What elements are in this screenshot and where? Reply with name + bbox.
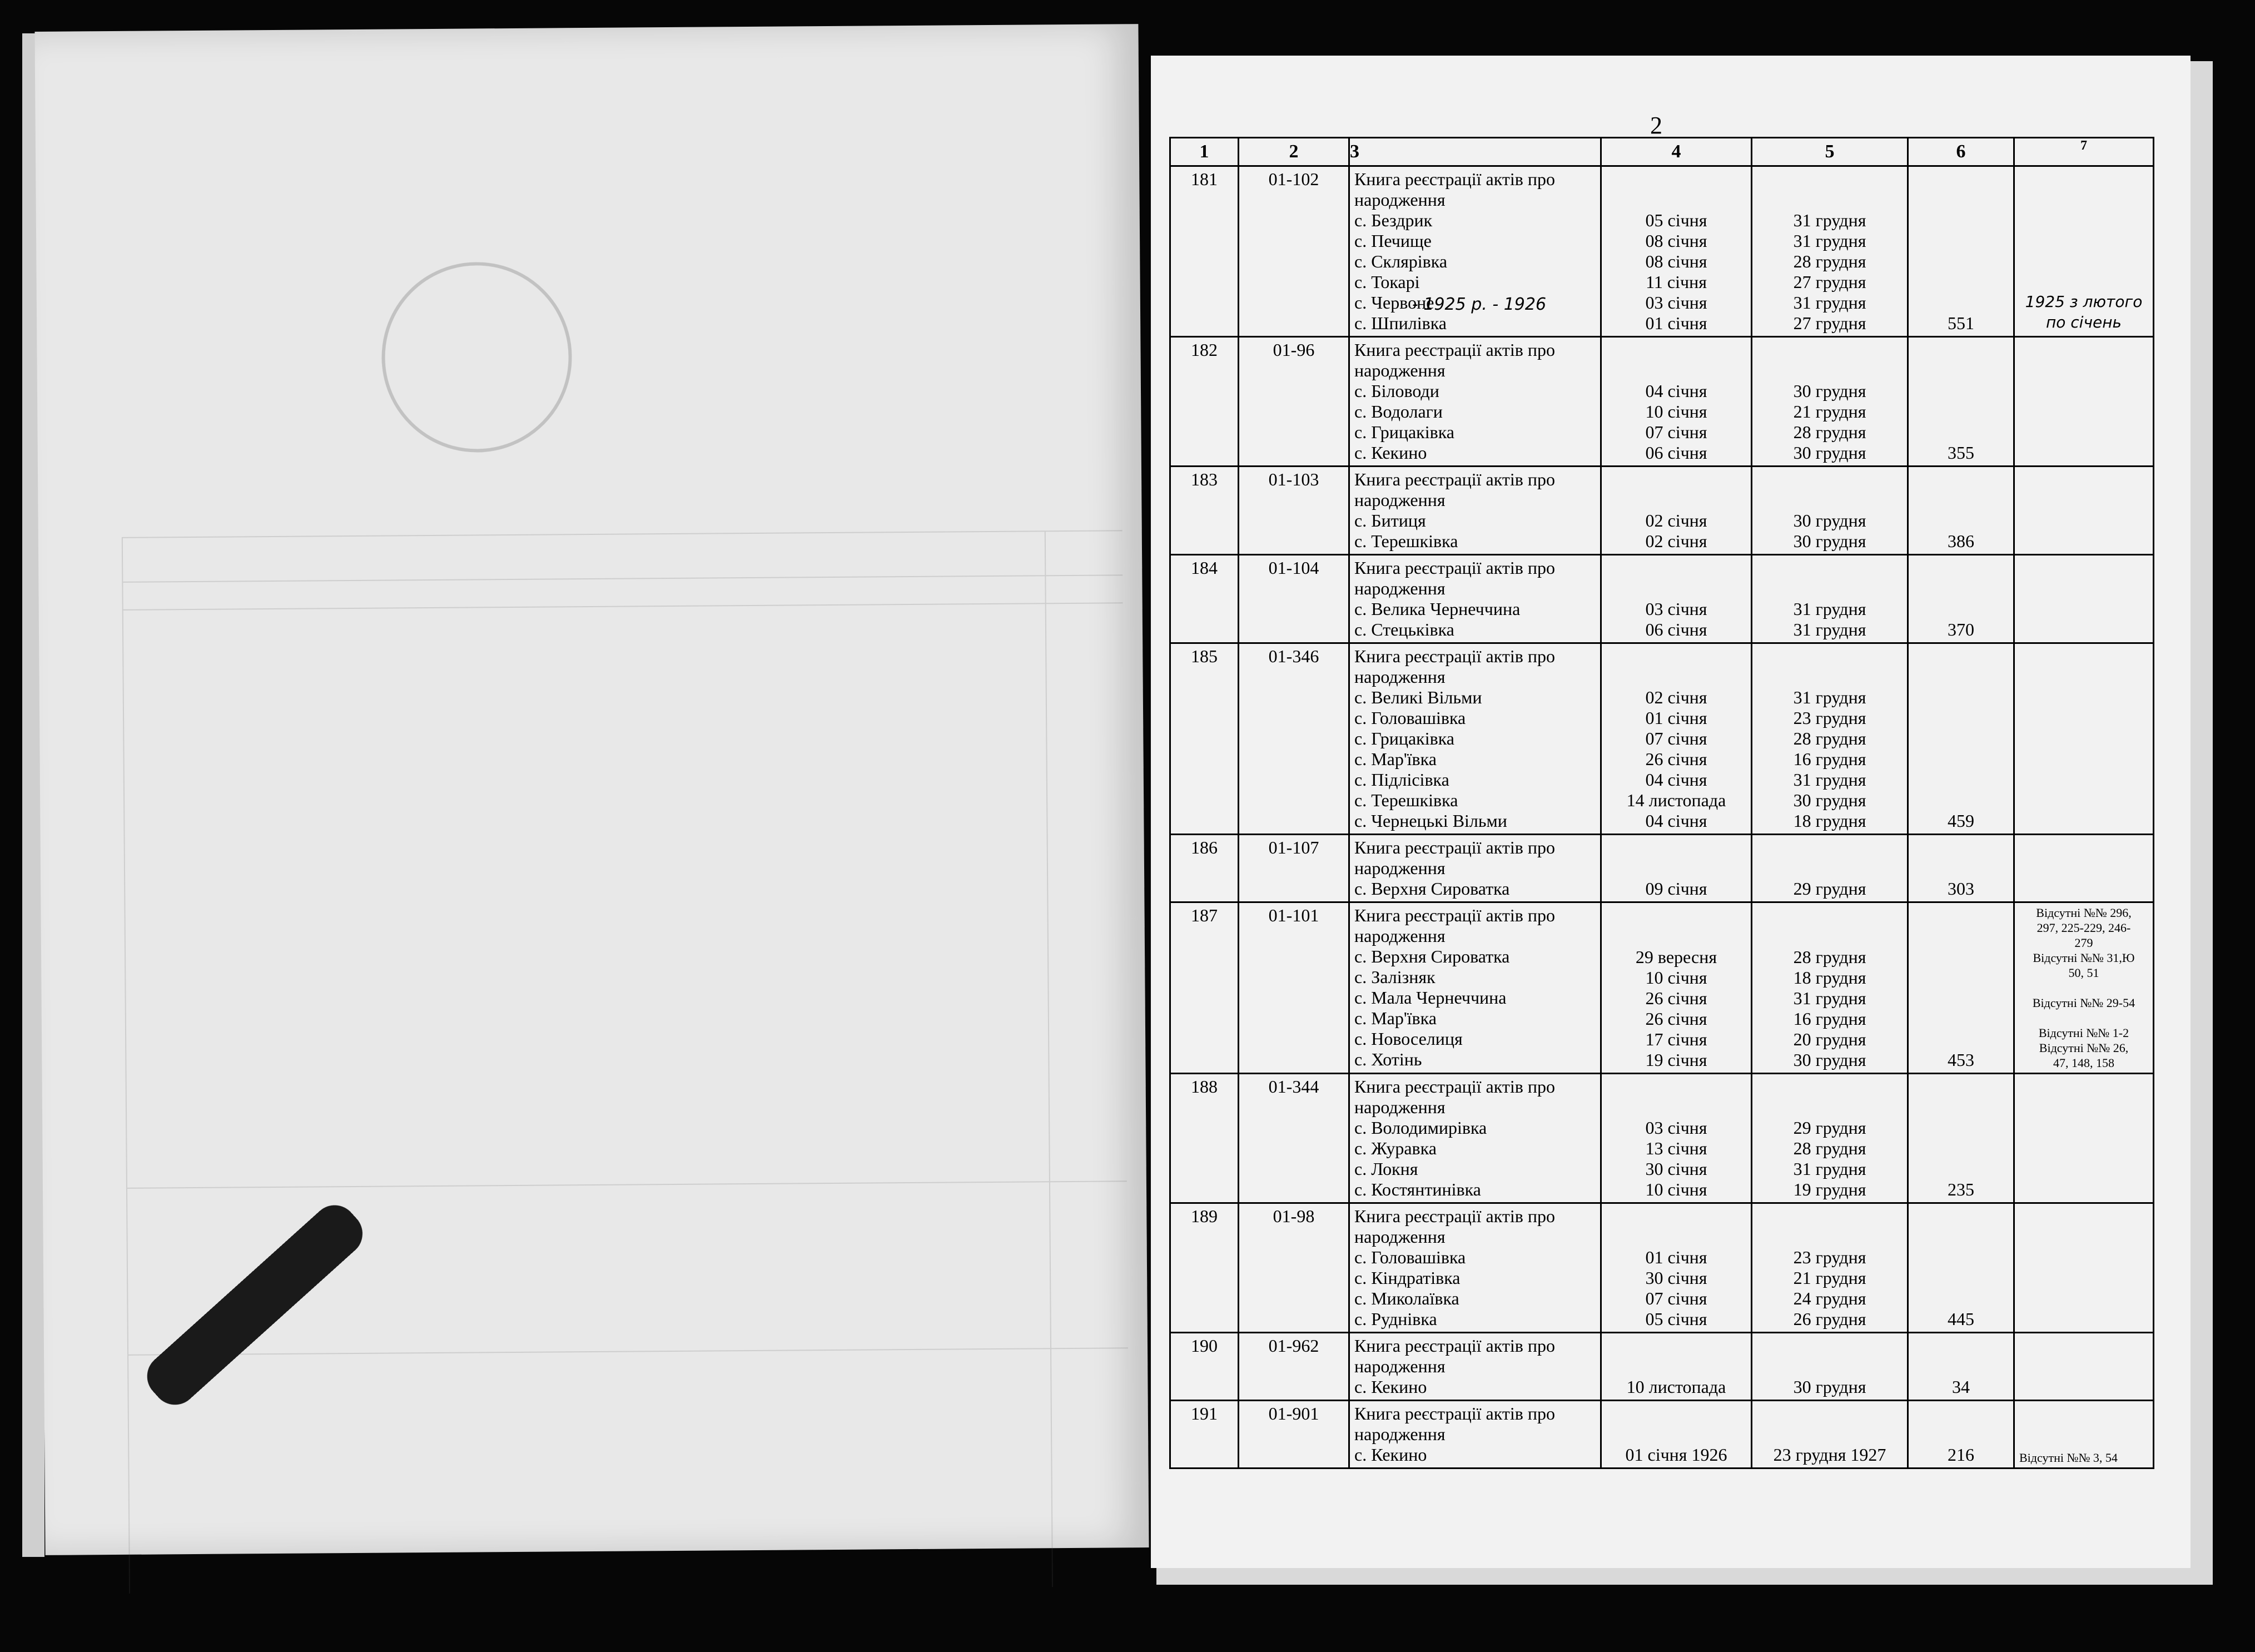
- end-date-cell: [1752, 902, 1908, 1074]
- start-date: 26 січня: [1645, 988, 1707, 1008]
- record-count-cell: 386: [1908, 467, 2014, 555]
- village-line: с. Токарі: [1354, 272, 1420, 292]
- end-date: 30 грудня: [1793, 443, 1866, 463]
- row-number-cell: 183: [1170, 467, 1239, 555]
- record-count-cell: 34: [1908, 1333, 2014, 1401]
- title-line: Книга реєстрації актів про: [1354, 469, 1555, 489]
- fund-code-cell: 01-101: [1239, 902, 1349, 1074]
- title-line: Книга реєстрації актів про: [1354, 558, 1555, 578]
- end-date: 27 грудня: [1793, 313, 1866, 333]
- table-row: [1170, 555, 2154, 643]
- village-line: с. Терешківка: [1354, 790, 1458, 810]
- title-line: Книга реєстрації актів про: [1354, 837, 1555, 857]
- start-date: 13 січня: [1645, 1138, 1707, 1158]
- handwritten-inline-note: - 1925 р. - 1926: [1412, 295, 1547, 314]
- start-date-cell: [1601, 1074, 1752, 1203]
- row-number-cell: 188: [1170, 1074, 1239, 1203]
- end-date-cell: [1752, 643, 1908, 835]
- start-date: 29 вересня: [1635, 947, 1717, 967]
- start-date: 02 січня: [1645, 687, 1707, 707]
- end-date: 23 грудня: [1793, 708, 1866, 728]
- header-cell-1: 1: [1170, 138, 1239, 166]
- start-date: 09 січня: [1645, 879, 1707, 899]
- end-date-cell: [1752, 166, 1908, 337]
- note-line: 50, 51: [2068, 966, 2099, 980]
- end-date: 18 грудня: [1793, 968, 1866, 988]
- village-line: с. Бездрик: [1354, 210, 1433, 230]
- row-number-cell: 187: [1170, 902, 1239, 1074]
- village-line: с. Журавка: [1354, 1138, 1437, 1158]
- header-cell-7: 7: [2014, 138, 2154, 166]
- title-cell: [1349, 835, 1601, 902]
- header-cell-4: 4: [1601, 138, 1752, 166]
- start-date-cell: [1601, 1203, 1752, 1333]
- title-line: Книга реєстрації актів про: [1354, 1336, 1555, 1356]
- note-cell: [2014, 166, 2154, 337]
- village-line: с. Залізняк: [1354, 967, 1436, 987]
- row-number-cell: 182: [1170, 337, 1239, 467]
- note-line: [2019, 1010, 2148, 1025]
- end-date: 23 грудня 1927: [1773, 1445, 1886, 1465]
- title-line: Книга реєстрації актів про: [1354, 1403, 1555, 1423]
- start-date: 07 січня: [1645, 422, 1707, 442]
- title-line: Книга реєстрації актів про: [1354, 169, 1555, 189]
- village-line: с. Кекино: [1354, 1445, 1427, 1465]
- end-date: 31 грудня: [1793, 770, 1866, 790]
- title-line: народження: [1354, 490, 1446, 510]
- start-date-cell: [1601, 643, 1752, 835]
- faded-seal: [381, 261, 572, 453]
- fund-code-cell: 01-98: [1239, 1203, 1349, 1333]
- title-line: народження: [1354, 1097, 1446, 1117]
- end-date-cell: [1752, 835, 1908, 902]
- end-date: 31 грудня: [1793, 231, 1866, 251]
- village-line: с. Велика Чернеччина: [1354, 599, 1521, 619]
- end-date: 16 грудня: [1793, 1009, 1866, 1029]
- note-line: 297, 225-229, 246-: [2037, 921, 2131, 935]
- village-line: с. Верхня Сироватка: [1354, 879, 1510, 899]
- note-cell: [2014, 902, 2154, 1074]
- start-date: 26 січня: [1645, 1009, 1707, 1029]
- end-date: 30 грудня: [1793, 790, 1866, 810]
- table-row: [1170, 467, 2154, 555]
- title-line: народження: [1354, 667, 1446, 687]
- bleed-through-table: [118, 96, 1129, 1577]
- start-date: 01 січня: [1645, 313, 1707, 333]
- record-count-cell: 355: [1908, 337, 2014, 467]
- end-date: 31 грудня: [1793, 210, 1866, 230]
- title-line: Книга реєстрації актів про: [1354, 1206, 1555, 1226]
- note-cell: [2014, 1203, 2154, 1333]
- note-line: Відсутні №№ 296,: [2036, 906, 2132, 920]
- title-line: народження: [1354, 1424, 1446, 1444]
- start-date-cell: [1601, 467, 1752, 555]
- start-date: 30 січня: [1645, 1159, 1707, 1179]
- note-cell: [2014, 1401, 2154, 1469]
- header-cell-6: 6: [1908, 138, 2014, 166]
- end-date: 21 грудня: [1793, 1268, 1866, 1288]
- start-date: 08 січня: [1645, 231, 1707, 251]
- title-cell: [1349, 1203, 1601, 1333]
- village-line: с. Червоне: [1354, 292, 1434, 312]
- start-date: 01 січня 1926: [1625, 1445, 1727, 1465]
- note-line: Відсутні №№ 26,: [2039, 1041, 2129, 1055]
- end-date: 31 грудня: [1793, 1159, 1866, 1179]
- end-date: 28 грудня: [1793, 947, 1866, 967]
- start-date: 02 січня: [1645, 510, 1707, 530]
- start-date: 19 січня: [1645, 1050, 1707, 1070]
- note-cell: [2014, 467, 2154, 555]
- village-line: с. Кіндратівка: [1354, 1268, 1461, 1288]
- end-date-cell: [1752, 467, 1908, 555]
- end-date: 29 грудня: [1793, 1118, 1866, 1138]
- start-date-cell: [1601, 1401, 1752, 1469]
- note-cell: [2014, 337, 2154, 467]
- village-line: с. Стецьківка: [1354, 619, 1454, 639]
- title-cell: [1349, 1333, 1601, 1401]
- village-line: с. Кекино: [1354, 1377, 1427, 1397]
- village-line: с. Руднівка: [1354, 1309, 1437, 1329]
- end-date: 30 грудня: [1793, 381, 1866, 401]
- end-date-cell: [1752, 337, 1908, 467]
- note-cell: [2014, 643, 2154, 835]
- note-cell: [2014, 835, 2154, 902]
- end-date: 16 грудня: [1793, 749, 1866, 769]
- title-line: народження: [1354, 1356, 1446, 1376]
- title-cell: [1349, 337, 1601, 467]
- start-date-cell: [1601, 555, 1752, 643]
- title-line: Книга реєстрації актів про: [1354, 340, 1555, 360]
- start-date: 06 січня: [1645, 443, 1707, 463]
- record-count-cell: 445: [1908, 1203, 2014, 1333]
- village-line: с. Кекино: [1354, 443, 1427, 463]
- start-date: 06 січня: [1645, 619, 1707, 639]
- note-line: Відсутні №№ 29-54: [2032, 996, 2135, 1010]
- record-count-cell: 453: [1908, 902, 2014, 1074]
- start-date: 04 січня: [1645, 811, 1707, 831]
- fund-code-cell: 01-102: [1239, 166, 1349, 337]
- start-date-cell: [1601, 337, 1752, 467]
- header-cell-3: 3: [1349, 138, 1601, 166]
- end-date: 24 грудня: [1793, 1288, 1866, 1308]
- record-count-cell: 459: [1908, 643, 2014, 835]
- table-row: [1170, 1333, 2154, 1401]
- note-cell: [2014, 555, 2154, 643]
- row-number-cell: 191: [1170, 1401, 1239, 1469]
- village-line: с. Битиця: [1354, 510, 1426, 530]
- village-line: с. Біловоди: [1354, 381, 1439, 401]
- record-count-cell: 370: [1908, 555, 2014, 643]
- table-row: [1170, 643, 2154, 835]
- start-date: 03 січня: [1645, 599, 1707, 619]
- end-date-cell: [1752, 1074, 1908, 1203]
- record-count-cell: 303: [1908, 835, 2014, 902]
- header-cell-2: 2: [1239, 138, 1349, 166]
- start-date: 30 січня: [1645, 1268, 1707, 1288]
- note-line: Відсутні №№ 31,Ю: [2033, 951, 2135, 965]
- fund-code-cell: 01-346: [1239, 643, 1349, 835]
- header-cell-5: 5: [1752, 138, 1908, 166]
- note-line: [2019, 980, 2148, 995]
- end-date: 23 грудня: [1793, 1247, 1866, 1267]
- title-cell: [1349, 1074, 1601, 1203]
- end-date: 29 грудня: [1793, 879, 1866, 899]
- table-row: [1170, 902, 2154, 1074]
- header-row: [1170, 138, 2154, 166]
- end-date: 28 грудня: [1793, 728, 1866, 748]
- fund-code-cell: 01-103: [1239, 467, 1349, 555]
- end-date-cell: [1752, 1333, 1908, 1401]
- start-date: 10 січня: [1645, 968, 1707, 988]
- start-date: 17 січня: [1645, 1029, 1707, 1049]
- end-date: 30 грудня: [1793, 1050, 1866, 1070]
- village-line: с. Володимирівка: [1354, 1118, 1487, 1138]
- row-number-cell: 181: [1170, 166, 1239, 337]
- village-line: с. Костянтинівка: [1354, 1179, 1481, 1199]
- note-line: 47, 148, 158: [2053, 1056, 2114, 1070]
- fund-code-cell: 01-104: [1239, 555, 1349, 643]
- village-line: с. Головашівка: [1354, 1247, 1466, 1267]
- village-line: с. Хотінь: [1354, 1049, 1422, 1069]
- row-number-cell: 186: [1170, 835, 1239, 902]
- start-date: 10 січня: [1645, 401, 1707, 421]
- register-table: [1169, 137, 2154, 1469]
- village-line: с. Мар'ївка: [1354, 749, 1437, 769]
- village-line: с. Локня: [1354, 1159, 1418, 1179]
- start-date: 10 січня: [1645, 1179, 1707, 1199]
- start-date-cell: [1601, 166, 1752, 337]
- end-date: 30 грудня: [1793, 1377, 1866, 1397]
- title-cell: [1349, 1401, 1601, 1469]
- village-line: с. Великі Вільми: [1354, 687, 1482, 707]
- note-line: 279: [2074, 936, 2093, 950]
- title-line: Книга реєстрації актів про: [1354, 646, 1555, 666]
- start-date-cell: [1601, 902, 1752, 1074]
- end-date: 30 грудня: [1793, 531, 1866, 551]
- start-date: 02 січня: [1645, 531, 1707, 551]
- end-date: 31 грудня: [1793, 619, 1866, 639]
- village-line: с. Терешківка: [1354, 531, 1458, 551]
- table-row: [1170, 166, 2154, 337]
- end-date: 31 грудня: [1793, 599, 1866, 619]
- end-date: 18 грудня: [1793, 811, 1866, 831]
- end-date: 19 грудня: [1793, 1179, 1866, 1199]
- end-date: 28 грудня: [1793, 1138, 1866, 1158]
- fund-code-cell: 01-107: [1239, 835, 1349, 902]
- note-cell: [2014, 1074, 2154, 1203]
- start-date-cell: [1601, 835, 1752, 902]
- title-cell: [1349, 902, 1601, 1074]
- start-date: 03 січня: [1645, 1118, 1707, 1138]
- village-line: с. Мар'ївка: [1354, 1008, 1437, 1028]
- end-date: 21 грудня: [1793, 401, 1866, 421]
- fund-code-cell: 01-96: [1239, 337, 1349, 467]
- start-date: 04 січня: [1645, 381, 1707, 401]
- end-date: 31 грудня: [1793, 687, 1866, 707]
- table-row: [1170, 337, 2154, 467]
- title-line: народження: [1354, 360, 1446, 380]
- note-line: 1925 з лютого: [2025, 292, 2143, 311]
- start-date: 11 січня: [1646, 272, 1707, 292]
- table-row: [1170, 1401, 2154, 1469]
- start-date: 14 листопада: [1626, 790, 1726, 810]
- end-date: 31 грудня: [1793, 988, 1866, 1008]
- village-line: с. Миколаївка: [1354, 1288, 1459, 1308]
- title-line: народження: [1354, 190, 1446, 210]
- village-line: с. Грицаківка: [1354, 422, 1454, 442]
- start-date: 03 січня: [1645, 292, 1707, 312]
- title-line: народження: [1354, 858, 1446, 878]
- row-number-cell: 185: [1170, 643, 1239, 835]
- title-line: Книга реєстрації актів про: [1354, 905, 1555, 925]
- title-cell: [1349, 643, 1601, 835]
- village-line: с. Грицаківка: [1354, 728, 1454, 748]
- start-date-cell: [1601, 1333, 1752, 1401]
- village-line: с. Верхня Сироватка: [1354, 946, 1510, 966]
- title-line: народження: [1354, 578, 1446, 598]
- note-cell: [2014, 1333, 2154, 1401]
- record-count-cell: 551: [1908, 166, 2014, 337]
- start-date: 01 січня: [1645, 1247, 1707, 1267]
- table-row: [1170, 1074, 2154, 1203]
- village-line: с. Склярівка: [1354, 251, 1448, 271]
- end-date: 28 грудня: [1793, 251, 1866, 271]
- title-line: Книга реєстрації актів про: [1354, 1076, 1555, 1097]
- note-line: по січень: [2045, 313, 2122, 331]
- village-line: с. Чернецькі Вільми: [1354, 811, 1507, 831]
- table-row: [1170, 1203, 2154, 1333]
- end-date-cell: [1752, 1203, 1908, 1333]
- title-line: народження: [1354, 1227, 1446, 1247]
- note-line: Відсутні №№ 1-2: [2038, 1026, 2129, 1040]
- end-date: 28 грудня: [1793, 422, 1866, 442]
- row-number-cell: 184: [1170, 555, 1239, 643]
- village-line: с. Головашівка: [1354, 708, 1466, 728]
- row-number-cell: 189: [1170, 1203, 1239, 1333]
- village-line: с. Печище: [1354, 231, 1432, 251]
- start-date: 01 січня: [1645, 708, 1707, 728]
- start-date: 07 січня: [1645, 1288, 1707, 1308]
- start-date: 08 січня: [1645, 251, 1707, 271]
- end-date: 27 грудня: [1793, 272, 1866, 292]
- start-date: 05 січня: [1645, 210, 1707, 230]
- start-date: 26 січня: [1645, 749, 1707, 769]
- village-line: с. Новоселиця: [1354, 1029, 1463, 1049]
- record-count-cell: 216: [1908, 1401, 2014, 1469]
- end-date: 31 грудня: [1793, 292, 1866, 312]
- village-line: с. Підлісівка: [1354, 770, 1449, 790]
- row-number-cell: 190: [1170, 1333, 1239, 1401]
- village-line: с. Мала Чернеччина: [1354, 988, 1507, 1008]
- village-line: с. Водолаги: [1354, 401, 1443, 421]
- start-date: 10 листопада: [1626, 1377, 1726, 1397]
- end-date-cell: [1752, 1401, 1908, 1469]
- end-date: 20 грудня: [1793, 1029, 1866, 1049]
- fund-code-cell: 01-344: [1239, 1074, 1349, 1203]
- title-cell: [1349, 467, 1601, 555]
- title-cell: [1349, 555, 1601, 643]
- note-line: Відсутні №№ 3, 54: [2019, 1451, 2118, 1465]
- end-date-cell: [1752, 555, 1908, 643]
- fund-code-cell: 01-901: [1239, 1401, 1349, 1469]
- end-date: 30 грудня: [1793, 510, 1866, 530]
- village-line: с. Шпилівка: [1354, 313, 1447, 333]
- start-date: 04 січня: [1645, 770, 1707, 790]
- end-date: 26 грудня: [1793, 1309, 1866, 1329]
- title-line: народження: [1354, 926, 1446, 946]
- start-date: 07 січня: [1645, 728, 1707, 748]
- table-row: [1170, 835, 2154, 902]
- record-count-cell: 235: [1908, 1074, 2014, 1203]
- page-number: 2: [1650, 112, 1662, 139]
- start-date: 05 січня: [1645, 1309, 1707, 1329]
- fund-code-cell: 01-962: [1239, 1333, 1349, 1401]
